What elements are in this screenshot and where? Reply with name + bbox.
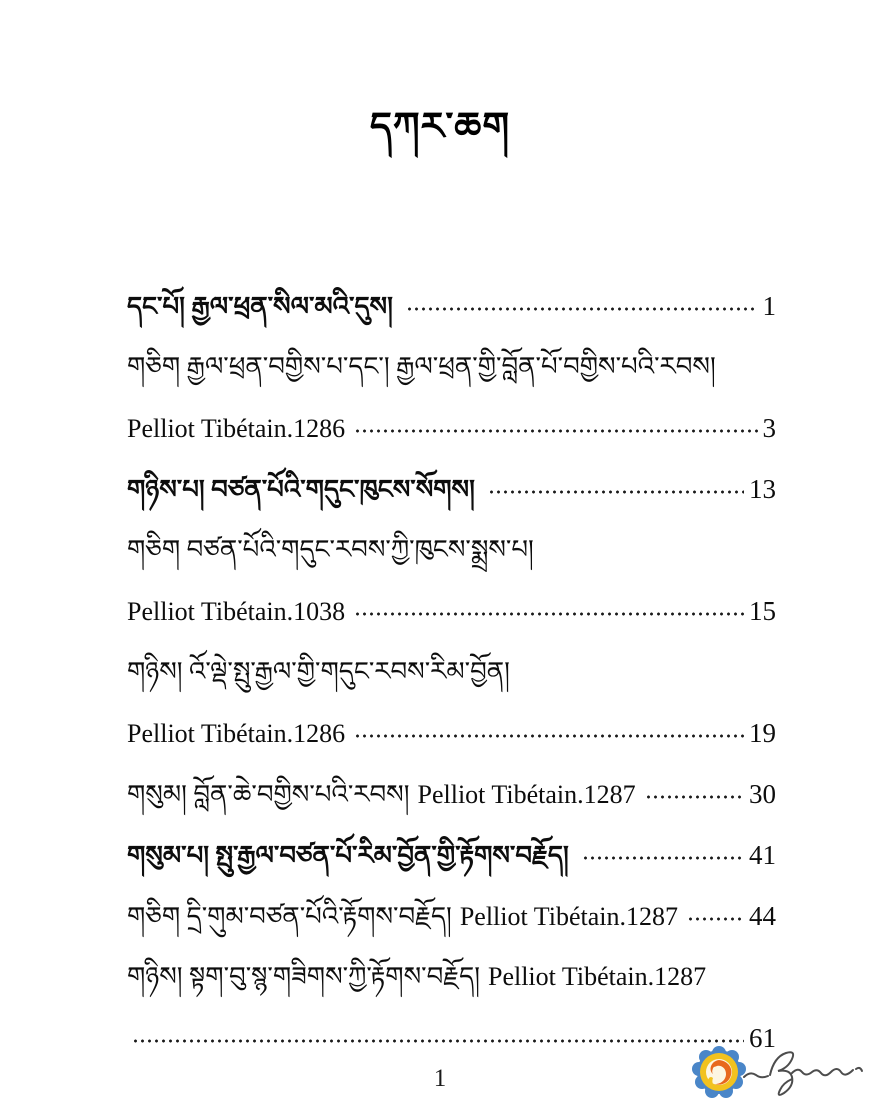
page-number: 1 bbox=[433, 1065, 447, 1092]
toc-line bbox=[127, 287, 776, 331]
dot-leader bbox=[582, 851, 744, 865]
toc-line-tibetan: གཉིས། འོ་ལྡེ་སྤུ་རྒྱལ་གྱི་གདུང་རབས་རིམ་བྱོན། bbox=[127, 657, 510, 686]
dot-leader bbox=[406, 302, 758, 316]
toc-line-tibetan: གཅིག རྒྱལ་ཕྲན་བགྱིས་པ་དང་། རྒྱལ་ཕྲན་གྱི་བློན་པོ་བགྱིས་པའི་རབས། bbox=[127, 352, 716, 381]
dot-leader bbox=[354, 424, 757, 438]
toc-line bbox=[127, 958, 776, 1002]
toc-line bbox=[127, 714, 776, 758]
toc bbox=[127, 287, 776, 1063]
toc-line-latin: Pelliot Tibétain.1287 bbox=[487, 962, 707, 991]
toc-line-tibetan: དང་པོ། རྒྱལ་ཕྲན་སིལ་མའི་དུས། bbox=[127, 292, 393, 321]
dot-leader bbox=[132, 1034, 744, 1048]
toc-line-latin: Pelliot Tibétain.1287 bbox=[417, 780, 636, 809]
phoenix-flower-emblem-icon bbox=[692, 1046, 746, 1098]
toc-page-ref: 13 bbox=[749, 474, 776, 504]
toc-line bbox=[127, 470, 776, 514]
toc-line bbox=[127, 531, 776, 575]
toc-line bbox=[127, 1019, 776, 1063]
toc-line bbox=[127, 592, 776, 636]
dot-leader bbox=[645, 790, 744, 804]
toc-page-ref: 3 bbox=[762, 413, 776, 443]
toc-page-ref: 61 bbox=[749, 1023, 776, 1053]
toc-line-tibetan: གསུམ། བློན་ཆེ་བགྱིས་པའི་རབས། bbox=[127, 780, 410, 809]
toc-line-latin: Pelliot Tibétain.1286 bbox=[127, 719, 346, 748]
toc-line bbox=[127, 653, 776, 697]
toc-line bbox=[127, 409, 776, 453]
dot-leader bbox=[488, 485, 744, 499]
dot-leader bbox=[354, 607, 744, 621]
toc-page-ref: 15 bbox=[749, 596, 776, 626]
toc-line bbox=[127, 348, 776, 392]
toc-line bbox=[127, 775, 776, 819]
dot-leader bbox=[354, 729, 744, 743]
toc-page-ref: 41 bbox=[749, 840, 776, 870]
toc-page-ref: 19 bbox=[749, 718, 776, 748]
toc-line-tibetan: གཅིག དྲི་གུམ་བཙན་པོའི་རྟོགས་བརྗོད། bbox=[127, 902, 452, 931]
toc-line-tibetan: གཅིག བཙན་པོའི་གདུང་རབས་ཀྱི་ཁུངས་སྨྲས་པ། bbox=[127, 535, 534, 564]
toc-line-tibetan: གཉིས་པ། བཙན་པོའི་གདུང་ཁུངས་སོགས། bbox=[127, 475, 475, 504]
toc-line-tibetan: གསུམ་པ། སྤུ་རྒྱལ་བཙན་པོ་རིམ་བྱོན་གྱི་རྟོགས་བརྗོད། bbox=[127, 841, 569, 870]
toc-line-latin: Pelliot Tibétain.1287 bbox=[459, 902, 678, 931]
page-title: དཀར་ཆག bbox=[369, 106, 511, 148]
toc-line bbox=[127, 836, 776, 880]
watermark-graphic bbox=[688, 1039, 868, 1101]
toc-page-ref: 1 bbox=[762, 291, 776, 321]
toc-page-ref: 30 bbox=[749, 779, 776, 809]
toc-line-tibetan: གཉིས། སྟག་བུ་སྙ་གཟིགས་ཀྱི་རྟོགས་བརྗོད། bbox=[127, 962, 480, 991]
dot-leader bbox=[687, 912, 744, 926]
signature-icon bbox=[744, 1052, 862, 1095]
publisher-watermark bbox=[688, 1039, 868, 1101]
toc-line-latin: Pelliot Tibétain.1286 bbox=[127, 414, 346, 443]
toc-line bbox=[127, 897, 776, 941]
toc-page-ref: 44 bbox=[749, 901, 776, 931]
toc-line-latin: Pelliot Tibétain.1038 bbox=[127, 597, 346, 626]
